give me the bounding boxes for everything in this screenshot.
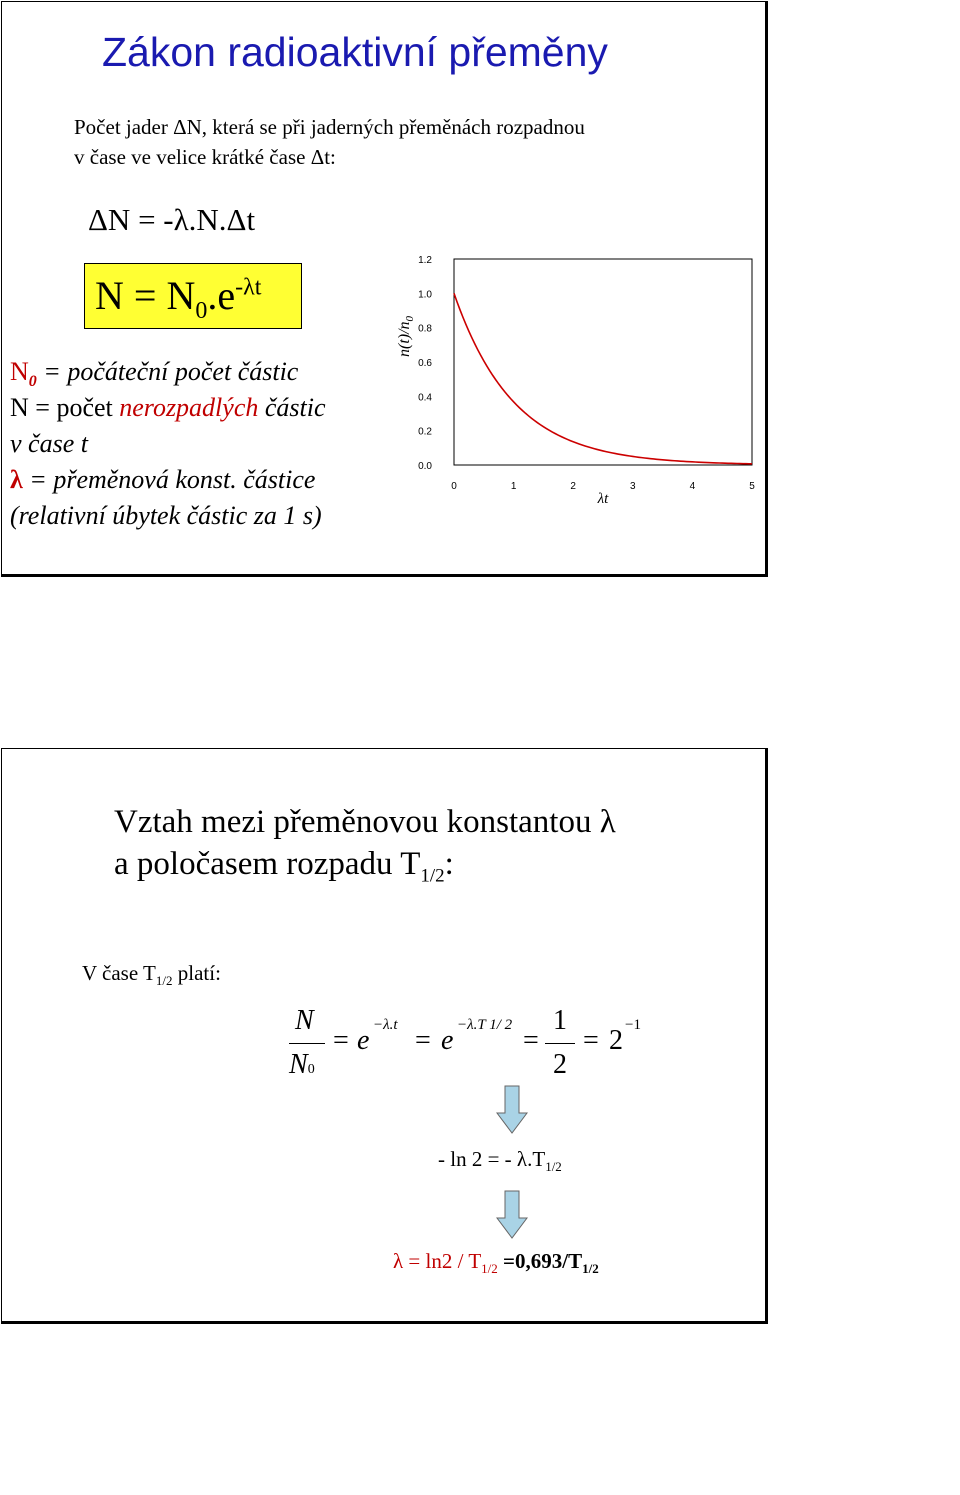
decay-law-formula: $N = N_0.e^{-\lambda t}$ [95, 273, 262, 324]
y-tick-label: 0.2 [418, 426, 432, 438]
eq-equals-2: = [415, 1025, 431, 1056]
eq-exponent-1: −λ.t [373, 1017, 398, 1033]
y-tick-label: 0.8 [418, 323, 432, 335]
down-arrow-icon [496, 1085, 528, 1135]
slide-2 [1, 748, 768, 1324]
slide-title: Zákon radioaktivní přeměny [102, 29, 608, 75]
eq-exponent-3: −1 [625, 1017, 641, 1033]
slide2-heading [114, 801, 616, 885]
x-axis-title: λt [597, 491, 609, 507]
slide-1 [1, 1, 768, 577]
eq-frac-denominator: 2 [553, 1049, 567, 1080]
eq-e-2: e [441, 1025, 454, 1056]
eq-exponent-2: −λ.T 1/ 2 [457, 1017, 513, 1033]
eq-e-1: e [357, 1025, 370, 1056]
definition-lambda-note: (relativní úbytek částic za 1 s) [10, 501, 322, 530]
eq-equals-3: = [523, 1025, 539, 1056]
half-life-condition: V čase $T_{1/2}$ platí: [82, 961, 221, 989]
plot-area-frame [454, 259, 752, 465]
eq-numerator: N [295, 1005, 314, 1036]
x-tick-label: 3 [630, 481, 636, 492]
x-tick-label: 1 [510, 481, 517, 492]
definition-lambda: λ = přeměnová konst. částice [10, 465, 316, 494]
intro-line-2: v čase ve velice krátké čase Δt: [74, 145, 336, 169]
decay-curve-line [454, 293, 752, 464]
decay-law-highlight-box [84, 263, 302, 329]
final-relation: $\lambda = \ln 2 / T_{1/2} =0,693/T_{1/2}$ [393, 1249, 599, 1277]
definition-n: N = počet nerozpadlých částic [10, 393, 326, 422]
x-tick-label: 2 [570, 481, 576, 492]
slide2-heading-line-1: Vztah mezi přeměnovou konstantou λ [114, 804, 616, 840]
eq-equals-1: = [333, 1025, 349, 1056]
y-tick-label: 1.2 [418, 255, 432, 266]
decay-formula-differential: ΔN = -λ.N.Δt [88, 202, 256, 237]
y-tick-label: 0.0 [418, 461, 432, 472]
slide2-heading-line-2: a poločasem rozpadu $T_{1/2}$: [114, 846, 454, 887]
log-relation: - ln 2 = - $\lambda.T_{1/2}$ [438, 1147, 562, 1175]
y-tick-label: 0.6 [418, 358, 432, 369]
down-arrow-icon [496, 1190, 528, 1240]
x-tick-label: 4 [689, 481, 696, 492]
chart-y-axis-title: $n(t)/n_0$ [396, 315, 417, 357]
eq-fraction-bar-2 [545, 1043, 575, 1044]
intro-line-1: Počet jader ΔN, která se při jaderných přeměnách rozpadnou [74, 115, 585, 139]
definition-n0: $N_0$ = počáteční počet částic [10, 357, 299, 391]
x-tick-label: 0 [451, 481, 457, 492]
intro-text [74, 112, 585, 172]
eq-frac-numerator: 1 [553, 1005, 567, 1036]
eq-two: 2 [609, 1025, 623, 1056]
definitions-list [10, 354, 326, 534]
y-tick-label: 0.4 [418, 392, 432, 404]
eq-denominator: N0 [289, 1049, 315, 1080]
x-tick-label: 5 [749, 481, 755, 492]
half-life-equation [287, 1005, 667, 1105]
decay-chart [402, 247, 767, 517]
eq-equals-4: = [583, 1025, 599, 1056]
y-tick-label: 1.0 [418, 289, 432, 301]
eq-fraction-bar [289, 1043, 325, 1044]
definition-time: v čase t [10, 429, 88, 458]
